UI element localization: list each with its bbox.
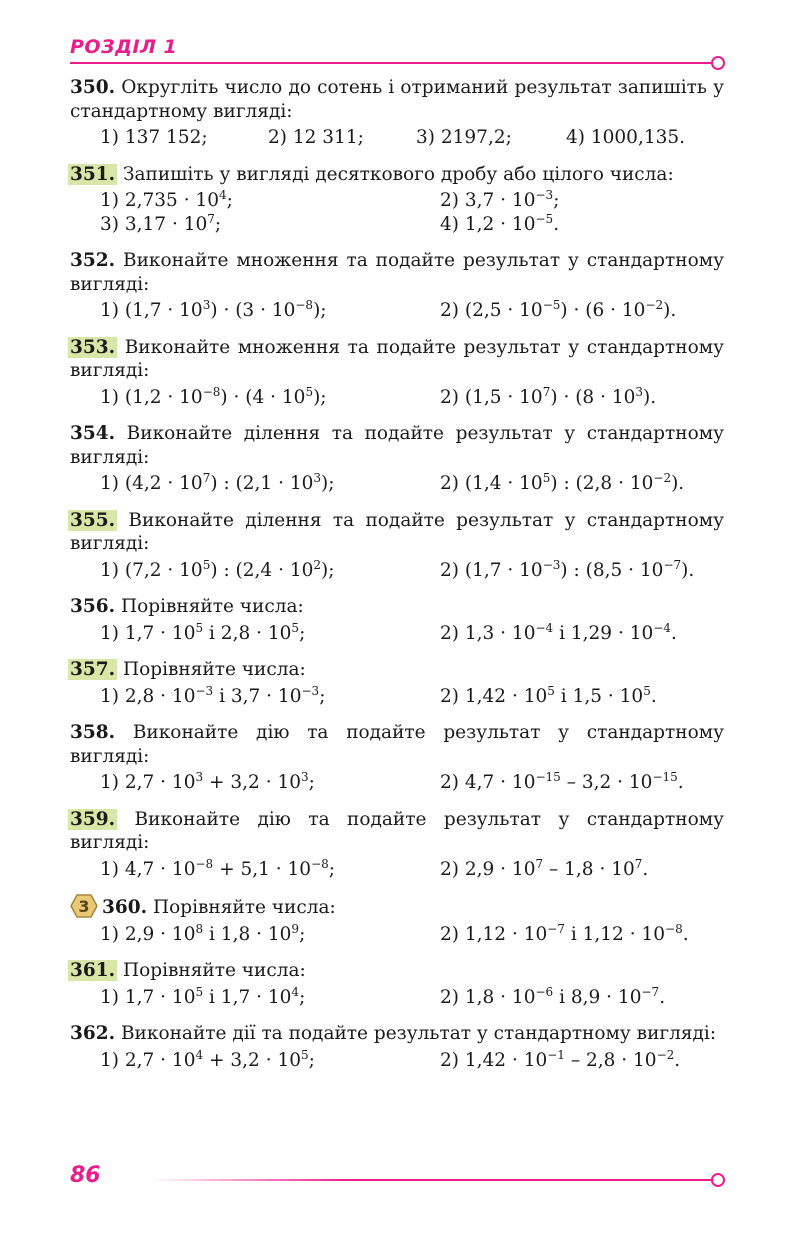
exercise-350 — [70, 76, 724, 150]
exercise-item: 4) 1000,135. — [566, 127, 686, 148]
difficulty-level-icon — [70, 894, 98, 918]
exercise-item: 1) $2,7 \cdot 10^4 + 3,2 \cdot 10^5$; — [100, 1047, 315, 1071]
exercise-362 — [70, 1022, 724, 1072]
exercise-text: Виконайте ділення та подайте результат у стандартному вигляді: — [70, 509, 724, 554]
exercise-items-row — [70, 1049, 724, 1073]
exercise-number: 355. — [70, 509, 116, 531]
exercise-item: 2) 12 311; — [268, 127, 364, 148]
header-rule-end-circle — [711, 56, 725, 70]
header-rule — [70, 62, 713, 64]
exercise-353 — [70, 336, 724, 410]
exercise-list — [70, 76, 724, 1085]
exercise-item: 1) $(7,2 \cdot 10^5)$ : $(2,4 \cdot 10^2)$; — [100, 557, 335, 581]
exercise-item: 1) $4,7 \cdot 10^{-8} + 5,1 \cdot 10^{-8}$; — [100, 856, 335, 880]
exercise-361 — [70, 959, 724, 1009]
exercise-number: 360. — [102, 897, 148, 918]
exercise-item: 2) $(1,5 \cdot 10^7) \cdot (8 \cdot 10^3)$. — [440, 384, 657, 408]
exercise-number: 362. — [70, 1023, 116, 1044]
exercise-items-row — [70, 213, 724, 237]
exercise-item: 1) 137 152; — [100, 127, 208, 148]
exercise-item: 2) $3,7 \cdot 10^{-3}$; — [440, 188, 560, 211]
exercise-item: 1) $(4,2 \cdot 10^7)$ : $(2,1 \cdot 10^3)$; — [100, 471, 335, 494]
exercise-items-row — [70, 386, 724, 410]
exercise-number: 352. — [70, 250, 116, 271]
exercise-item: 1) $(1,2 \cdot 10^{-8}) \cdot (4 \cdot 10^5)$; — [100, 384, 327, 408]
exercise-item: 1) $1,7 \cdot 10^5$ і $1,7 \cdot 10^4$; — [100, 984, 306, 1008]
exercise-items-row — [70, 622, 724, 646]
exercise-items-row — [70, 986, 724, 1010]
exercise-item: 1) $1,7 \cdot 10^5$ і $2,8 \cdot 10^5$; — [100, 620, 306, 644]
exercise-item: 2) $1,12 \cdot 10^{-7}$ і $1,12 \cdot 10^{-8}$. — [440, 921, 689, 945]
exercise-item: 1) $2,9 \cdot 10^8$ і $1,8 \cdot 10^9$; — [100, 921, 306, 945]
exercise-text: Виконайте дії та подайте результат у стандартному вигляді: — [120, 1023, 717, 1044]
exercise-358 — [70, 721, 724, 795]
exercise-item: 3) 2197,2; — [416, 127, 512, 148]
exercise-text: Округліть число до сотень і отриманий результат запишіть у стандартному вигляді: — [70, 77, 724, 122]
exercise-item: 2) $(2,5 \cdot 10^{-5}) \cdot (6 \cdot 10^{-2})$. — [440, 298, 677, 321]
exercise-item: 1) $2,7 \cdot 10^3 + 3,2 \cdot 10^3$; — [100, 770, 315, 793]
exercise-number: 361. — [70, 960, 116, 981]
exercise-360 — [70, 894, 724, 946]
exercise-item: 2) $1,42 \cdot 10^{-1} - 2,8 \cdot 10^{-2}$. — [440, 1047, 681, 1071]
exercise-text: Виконайте множення та подайте результат у стандартному вигляді: — [70, 250, 724, 295]
exercise-number: 351. — [70, 163, 116, 185]
exercise-number: 354. — [70, 423, 116, 444]
exercise-item: 2) $1,3 \cdot 10^{-4}$ і $1,29 \cdot 10^{-4}$. — [440, 620, 677, 644]
difficulty-level-label: 3 — [78, 897, 90, 916]
exercise-item: 2) $(1,7 \cdot 10^{-3})$ : $(8,5 \cdot 10^{-7})$. — [440, 557, 695, 581]
exercise-text: Порівняйте числа: — [122, 659, 306, 680]
exercise-359 — [70, 808, 724, 882]
exercise-text: Запишіть у вигляді десяткового дробу або цілого числа: — [122, 163, 674, 185]
exercise-items-row — [70, 559, 724, 583]
exercise-item: 2) $1,8 \cdot 10^{-6}$ і $8,9 \cdot 10^{-7}$. — [440, 984, 666, 1008]
exercise-352 — [70, 249, 724, 323]
exercise-items-row — [70, 685, 724, 709]
exercise-item: 2) $2,9 \cdot 10^7 - 1,8 \cdot 10^7$. — [440, 856, 649, 880]
footer-rule-end-circle — [711, 1173, 725, 1187]
exercise-item: 3) $3,17 \cdot 10^7$; — [100, 211, 222, 235]
page-number: 86 — [70, 1163, 101, 1188]
exercise-357 — [70, 658, 724, 708]
exercise-items-row — [70, 299, 724, 323]
exercise-356 — [70, 595, 724, 645]
exercise-text: Порівняйте числа: — [152, 897, 336, 918]
exercise-item: 1) $(1,7 \cdot 10^3) \cdot (3 \cdot 10^{-8})$; — [100, 298, 327, 321]
exercise-item: 1) $2,735 \cdot 10^4$; — [100, 188, 233, 211]
exercise-text: Виконайте дію та подайте результат у стандартному вигляді: — [70, 722, 724, 767]
exercise-number: 353. — [70, 336, 116, 358]
exercise-items-row — [70, 189, 724, 213]
exercise-item: 2) $(1,4 \cdot 10^5)$ : $(2,8 \cdot 10^{-2})$. — [440, 471, 685, 494]
exercise-item: 4) $1,2 \cdot 10^{-5}$. — [440, 211, 560, 235]
exercise-355 — [70, 509, 724, 583]
exercise-items-row — [70, 472, 724, 496]
exercise-354 — [70, 422, 724, 496]
exercise-text: Виконайте дію та подайте результат у стандартному вигляді: — [70, 808, 724, 853]
exercise-text: Порівняйте числа: — [120, 596, 304, 617]
exercise-number: 357. — [70, 659, 116, 680]
exercise-text: Виконайте ділення та подайте результат у стандартному вигляді: — [70, 423, 724, 468]
exercise-text: Виконайте множення та подайте результат у стандартному вигляді: — [70, 336, 724, 381]
footer-rule — [150, 1179, 713, 1181]
exercise-number: 359. — [70, 808, 116, 830]
exercise-items-row — [70, 923, 724, 947]
exercise-items-row — [70, 771, 724, 795]
exercise-item: 1) $2,8 \cdot 10^{-3}$ і $3,7 \cdot 10^{-3}$; — [100, 683, 326, 707]
exercise-351 — [70, 163, 724, 237]
exercise-items-row — [70, 858, 724, 882]
exercise-number: 350. — [70, 77, 116, 98]
exercise-text: Порівняйте числа: — [122, 960, 306, 981]
exercise-item: 2) $1,42 \cdot 10^5$ і $1,5 \cdot 10^5$. — [440, 683, 657, 707]
exercise-number: 356. — [70, 596, 116, 617]
exercise-item: 2) $4,7 \cdot 10^{-15} - 3,2 \cdot 10^{-15}$. — [440, 770, 684, 793]
section-title: РОЗДІЛ 1 — [70, 36, 178, 58]
exercise-number: 358. — [70, 722, 116, 743]
exercise-items-row — [70, 126, 724, 150]
